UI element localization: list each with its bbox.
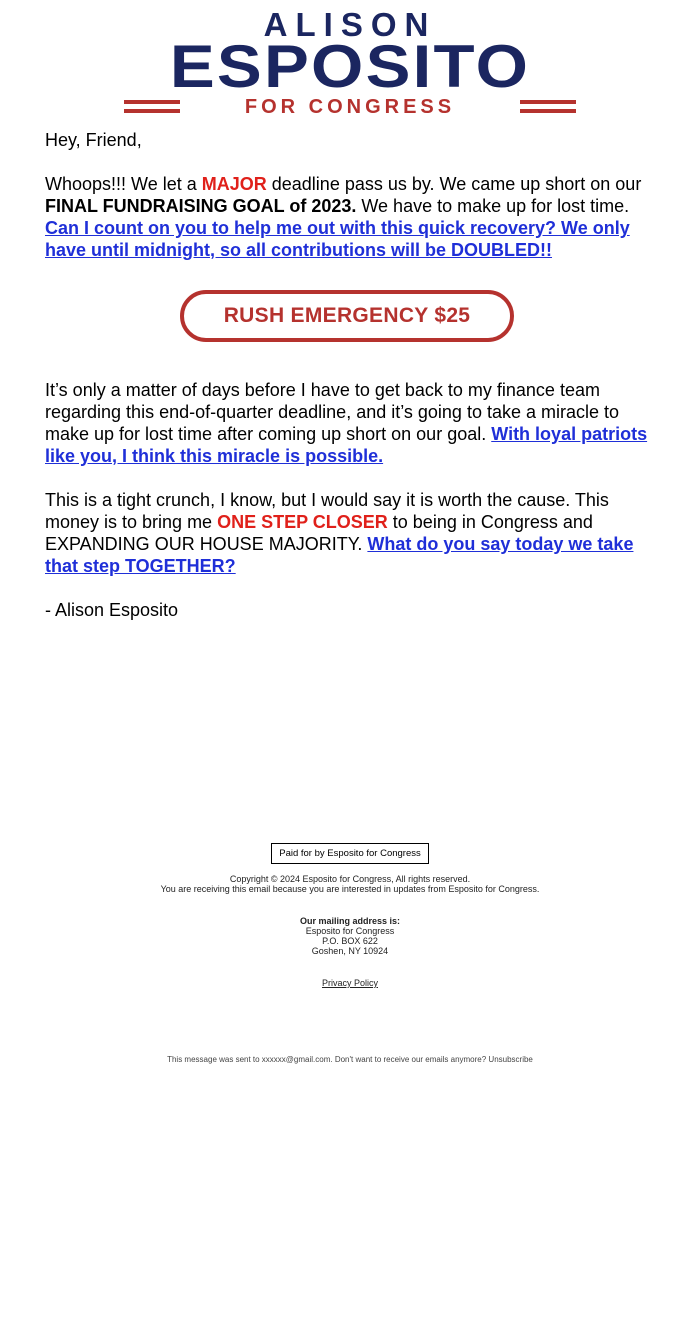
address-line-1: Esposito for Congress bbox=[305, 926, 395, 936]
address-line-3: Goshen, NY 10924 bbox=[311, 946, 389, 956]
address-line-2: P.O. BOX 622 bbox=[322, 936, 378, 946]
closer-highlight: ONE STEP CLOSER bbox=[217, 512, 388, 532]
copyright-block bbox=[0, 874, 700, 894]
copyright-text: Copyright © 2024 Esposito for Congress, All rights reserved. bbox=[229, 874, 471, 884]
privacy-block bbox=[0, 978, 700, 988]
donate-link-doubled[interactable]: Can I count on you to help me out with this quick recovery? We only have until midnight, so all contributions will be DOUBLED!! bbox=[45, 218, 630, 260]
rush-emergency-donate-button[interactable]: RUSH EMERGENCY $25 bbox=[180, 290, 514, 342]
logo-tagline: FOR CONGRESS bbox=[244, 96, 456, 118]
privacy-policy-link[interactable]: Privacy Policy bbox=[321, 978, 378, 988]
mailing-address-block bbox=[0, 916, 700, 956]
paragraph-closer: This is a tight crunch, I know, but I would say it is worth the cause. This money is to bring me ONE STEP CLOSER to being in Congress and EXPANDING OUR HOUSE MAJORITY. What do you say today we take that step TOGETHER? bbox=[45, 490, 634, 576]
paid-for-disclaimer: Paid for by Esposito for Congress bbox=[271, 843, 429, 864]
donate-link-together[interactable]: What do you say today we take that step TOGETHER? bbox=[45, 534, 634, 576]
unsubscribe-notice bbox=[0, 1055, 700, 1065]
donate-link-patriots[interactable]: With loyal patriots like you, I think this miracle is possible. bbox=[45, 424, 648, 466]
sent-to-text[interactable]: This message was sent to xxxxxx@gmail.com. Don't want to receive our emails anymore? Unsubscribe bbox=[167, 1055, 533, 1064]
greeting: Hey, Friend, bbox=[45, 130, 142, 150]
paragraph-deadline: Whoops!!! We let a MAJOR deadline pass us by. We came up short on our FINAL FUNDRAISING GOAL of 2023. We have to make up for lost time. Can I count on you to help me out with this quick recovery? We only have until midnight, so all contributions will be DOUBLED!! bbox=[45, 174, 642, 260]
logo-first-name: ALISON bbox=[263, 6, 437, 43]
mailing-address-label: Our mailing address is: bbox=[299, 916, 401, 926]
logo-stripes-right bbox=[520, 100, 576, 116]
logo-last-name: ESPOSITO bbox=[169, 33, 531, 100]
paragraph-miracle: It’s only a matter of days before I have to get back to my finance team regarding this end-of-quarter deadline, and it’s going to take a miracle to make up for lost time after coming up short on our goal. With loyal patriots like you, I think this miracle is possible. bbox=[45, 380, 648, 466]
logo-stripes-left bbox=[124, 100, 180, 116]
receiving-reason-text: You are receiving this email because you are interested in updates from Esposito for Congress. bbox=[160, 884, 540, 894]
campaign-logo bbox=[124, 6, 576, 118]
major-highlight: MAJOR bbox=[201, 174, 267, 194]
signature: - Alison Esposito bbox=[45, 600, 179, 620]
goal-highlight: FINAL FUNDRAISING GOAL of 2023. bbox=[45, 196, 357, 216]
